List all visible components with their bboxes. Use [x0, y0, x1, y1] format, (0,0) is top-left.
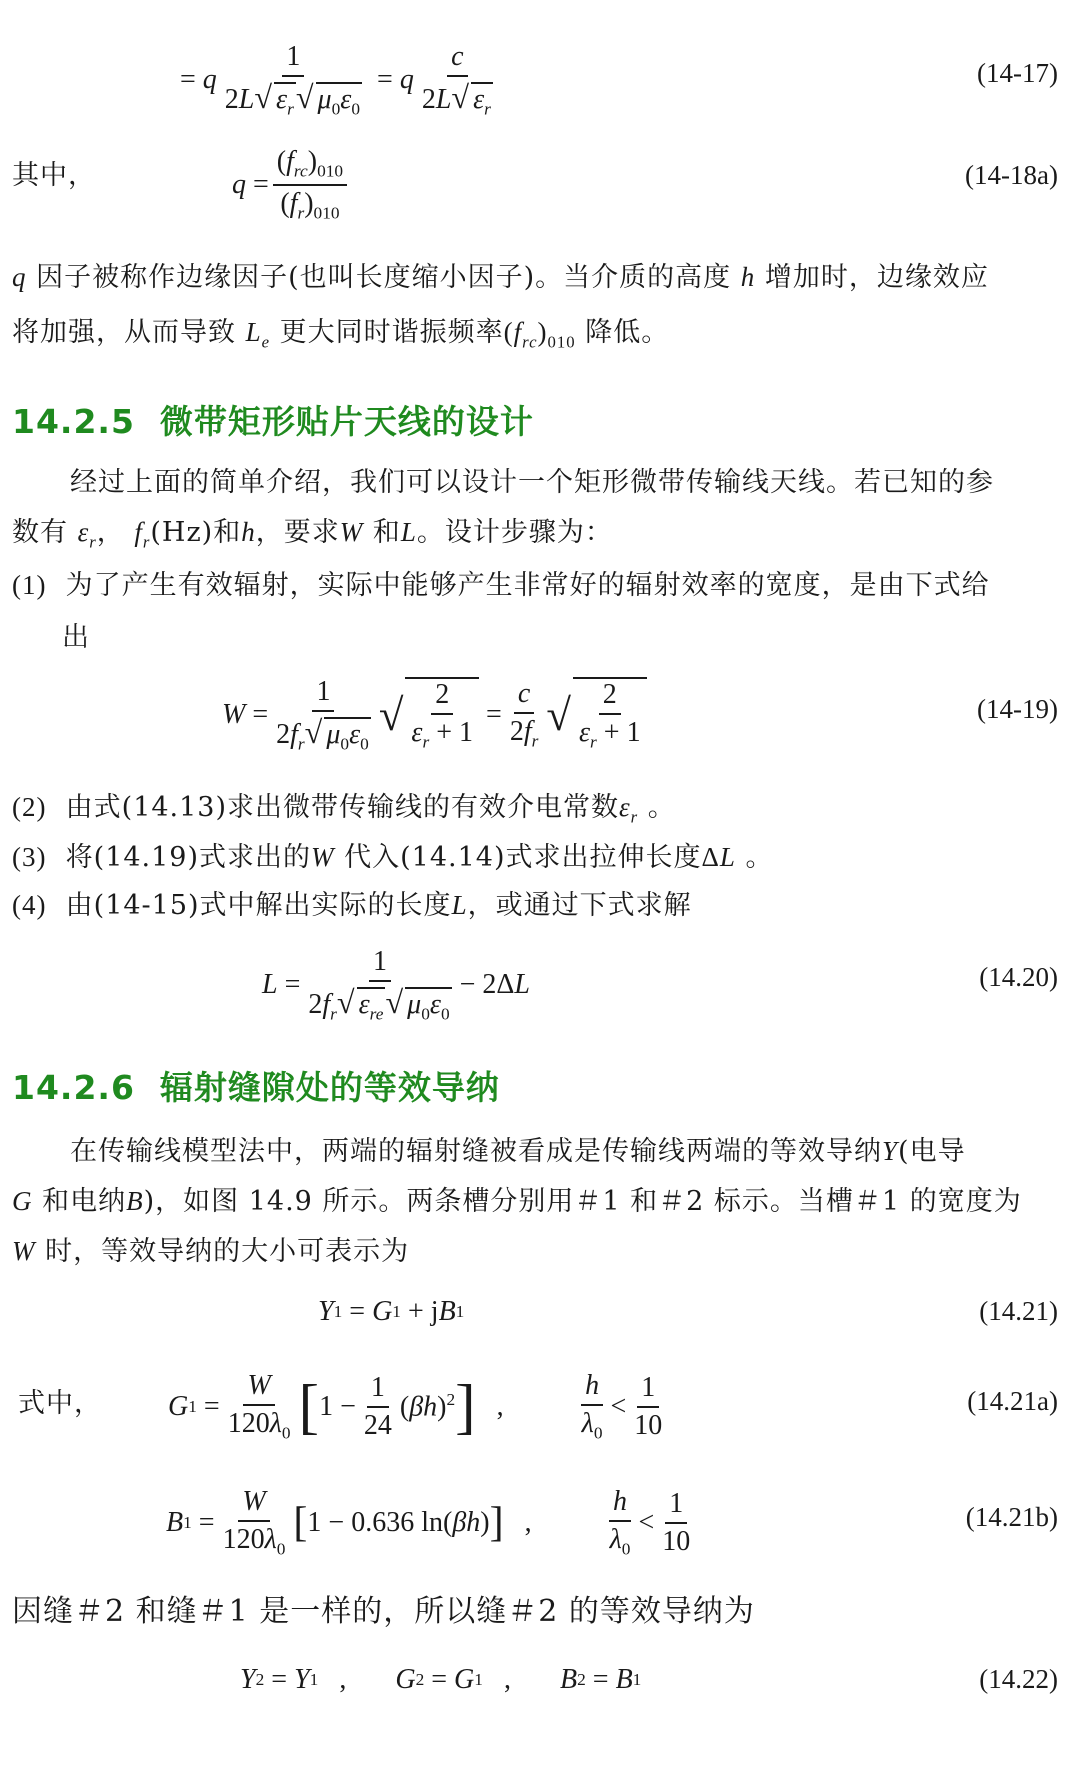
section-heading-14-2-5: 14.2.5 微带矩形贴片天线的设计: [12, 402, 534, 441]
label-qizhong: 其中，: [12, 160, 96, 191]
equation-number: (14.21): [979, 1296, 1058, 1326]
equation-14-21b: B 1 = $\frac{W}{120\lambda_0}$ [ 1 − 0.636 ln(βh) ] , $\frac{h}{\lambda_0}$ < $\frac{1}{10}$: [166, 1486, 691, 1559]
label-shizhong: 式中，: [18, 1388, 102, 1419]
paragraph-admittance-line3: W 时，等效导纳的大小可表示为: [12, 1236, 410, 1267]
step-4: (4) 由(14-15)式中解出实际的长度L，或通过下式求解: [12, 890, 692, 921]
step-1-cont: 出: [62, 622, 90, 653]
equation-number: (14.22): [979, 1664, 1058, 1694]
equation-14-21a: G 1 = $\frac{W}{120\lambda_0}$ [ 1 − $\frac{1}{24}$ $(\beta h)^2$ ] , $\frac{h}{\lambda_0}$ < $\frac{1}{10}$: [168, 1370, 663, 1443]
equation-14-22: Y 2 = Y 1 , G 2 = G 1 , B 2 = B 1: [240, 1664, 642, 1695]
step-1: (1) 为了产生有效辐射，实际中能够产生非常好的辐射效率的宽度，是由下式给: [12, 570, 990, 601]
equation-14-17: = q $\frac{1}{2L√ \varepsilon_r√ \mu_0\varepsilon_0}$ = q $\frac{c}{2L√ \varepsilon_r}$: [180, 40, 491, 119]
equation-14-18a: q = $\frac{(f_{rc})_{010}}{(f_r)_{010}}$: [232, 150, 351, 220]
paragraph-slot2: 因缝＃2 和缝＃1 是一样的，所以缝＃2 的等效导纳为: [12, 1594, 755, 1629]
paragraph-design-line2: 数有 $\varepsilon_r$， $f_r(Hz)$和h，要求W 和L。设计步骤为：: [12, 517, 613, 552]
paragraph-q-line1: q 因子被称作边缘因子(也叫长度缩小因子)。当介质的高度 h 增加时，边缘效应: [12, 262, 989, 293]
section-heading-14-2-6: 14.2.6 辐射缝隙处的等效导纳: [12, 1068, 500, 1107]
equation-number: (14-17): [977, 58, 1058, 88]
step-3: (3) 将(14.19)式求出的W 代入(14.14)式求出拉伸长度ΔL 。: [12, 842, 774, 873]
paragraph-admittance-line1: 在传输线模型法中，两端的辐射缝被看成是传输线两端的等效导纳Y(电导: [70, 1136, 966, 1167]
equation-number: (14-18a): [965, 160, 1058, 190]
equation-number: (14.21b): [965, 1502, 1058, 1532]
paragraph-design-line1: 经过上面的简单介绍，我们可以设计一个矩形微带传输线天线。若已知的参: [70, 467, 994, 498]
paragraph-admittance-line2: G 和电纳B)，如图 14.9 所示。两条槽分别用＃1 和＃2 标示。当槽＃1 的宽度为: [12, 1186, 1022, 1217]
equation-14-19: W = $\frac{1}{2f_r√ \mu_0\varepsilon_0}$ √ $\frac{2}{\varepsilon_r + 1}$ = $\frac{c}{2f_r}$ √ $\frac{2}{\varepsilon_r + 1}$: [222, 670, 647, 760]
equation-number: (14-19): [977, 694, 1058, 724]
equation-number: (14.21a): [967, 1386, 1058, 1416]
equation-14-20: L = $\frac{1}{2f_r√ \varepsilon_{re}√ \mu_0\varepsilon_0}$ − 2ΔL: [262, 945, 530, 1024]
equation-14-21: Y 1 = G 1 + j B 1: [318, 1296, 465, 1327]
paragraph-q-line2: 将加强，从而导致 $L_e$ 更大同时谐振频率$(f_{rc})_{010}$ 降低。: [12, 317, 670, 352]
equation-number: (14.20): [979, 962, 1058, 992]
step-2: (2) 由式(14.13)求出微带传输线的有效介电常数$\varepsilon_r$ 。: [12, 792, 676, 827]
